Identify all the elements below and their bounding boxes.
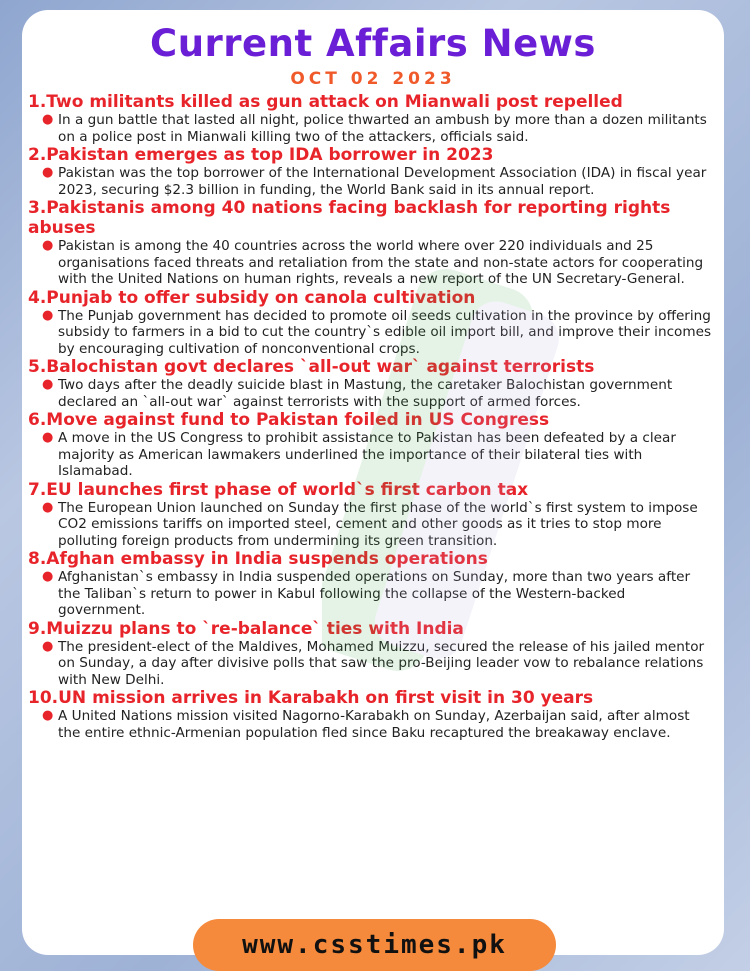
news-bullet-row (42, 112, 724, 145)
bullet-icon: ● (42, 165, 54, 180)
bullet-icon: ● (42, 112, 54, 127)
news-headline: 5.Balochistan govt declares `all-out war` against terrorists (28, 357, 595, 377)
news-bullet-row (42, 377, 724, 410)
news-headline: 1.Two militants killed as gun attack on Mianwali post repelled (28, 92, 623, 112)
news-headline: 3.Pakistanis among 40 nations facing backlash for reporting rights abuses (28, 198, 671, 238)
news-summary: The Punjab government has decided to promote oil seeds cultivation in the province by offering subsidy to farmers in a bid to cut the country`s edible oil import bill, and improve their incomes by encouraging cultivation of nonconventional crops. (58, 307, 712, 357)
bullet-icon: ● (42, 638, 54, 654)
news-item-2 (28, 145, 724, 198)
news-item-5 (28, 357, 724, 410)
news-item-10 (28, 688, 724, 741)
news-card (22, 10, 724, 955)
news-list (22, 92, 724, 741)
bullet-icon: ● (42, 307, 54, 323)
news-bullet-row (42, 708, 724, 741)
news-bullet-row (42, 569, 724, 619)
news-headline: 6.Move against fund to Pakistan foiled in US Congress (28, 410, 550, 430)
news-item-7 (28, 480, 724, 550)
news-summary: Pakistan was the top borrower of the International Development Association (IDA) in fiscal year 2023, securing $2.3 billion in funding, the World Bank said in its annual report. (58, 165, 707, 198)
bullet-icon: ● (42, 708, 54, 723)
news-summary: A United Nations mission visited Nagorno-Karabakh on Sunday, Azerbaijan said, after almost the entire ethnic-Armenian population fled since Baku recaptured the breakaway enclave. (58, 708, 690, 741)
page-date: OCT 02 2023 (290, 69, 456, 89)
bullet-icon: ● (42, 569, 54, 584)
news-headline: 10.UN mission arrives in Karabakh on first visit in 30 years (28, 688, 594, 708)
news-bullet-row (42, 238, 724, 288)
news-headline: 9.Muizzu plans to `re-balance` ties with India (28, 618, 464, 639)
news-headline: 7.EU launches first phase of world`s first carbon tax (28, 479, 529, 500)
news-item-3 (28, 198, 724, 288)
news-summary: A move in the US Congress to prohibit assistance to Pakistan has been defeated by a clear majority as American lawmakers underlined the importance of their bilateral ties with Islamabad. (58, 430, 676, 479)
news-summary: Afghanistan`s embassy in India suspended operations on Sunday, more than two years after the Taliban`s return to power in Kabul following the collapse of the Western-backed government. (58, 569, 691, 618)
news-headline: 2.Pakistan emerges as top IDA borrower in 2023 (28, 145, 494, 165)
news-bullet-row (42, 308, 724, 358)
news-summary: The president-elect of the Maldives, Mohamed Muizzu, secured the release of his jailed mentor on Sunday, a day after divisive polls that saw the pro-Beijing leader vow to rebalance relations with New Delhi. (58, 638, 705, 688)
news-item-9 (28, 619, 724, 689)
news-bullet-row (42, 500, 724, 550)
news-headline: 4.Punjab to offer subsidy on canola cultivation (28, 287, 476, 308)
news-summary: In a gun battle that lasted all night, police thwarted an ambush by more than a dozen militants on a police post in Mianwali killing two of the attackers, officials said. (58, 112, 707, 145)
news-summary: Pakistan is among the 40 countries across the world where over 220 individuals and 25 organisations faced threats and retaliation from the state and non-state actors for cooperating with the United Nations on human rights, reveals a new report of the UN Secretary-General. (58, 238, 704, 287)
news-item-6 (28, 410, 724, 480)
news-summary: The European Union launched on Sunday the first phase of the world`s first system to impose CO2 emissions tariffs on imported steel, cement and other goods as it tries to stop more polluting foreign products from undermining its green transition. (58, 499, 698, 549)
news-item-4 (28, 288, 724, 358)
news-bullet-row (42, 165, 724, 198)
news-bullet-row (42, 639, 724, 689)
bullet-icon: ● (42, 238, 54, 253)
bullet-icon: ● (42, 499, 54, 515)
news-headline: 8.Afghan embassy in India suspends operations (28, 549, 488, 569)
news-item-8 (28, 549, 724, 619)
website-link[interactable]: www.csstimes.pk (193, 919, 556, 971)
bullet-icon: ● (42, 377, 54, 392)
bullet-icon: ● (42, 430, 54, 445)
page-title: Current Affairs News (150, 22, 596, 65)
news-item-1 (28, 92, 724, 145)
news-summary: Two days after the deadly suicide blast in Mastung, the caretaker Balochistan government declared an `all-out war` against terrorists with the support of armed forces. (58, 377, 673, 410)
news-bullet-row (42, 430, 724, 480)
